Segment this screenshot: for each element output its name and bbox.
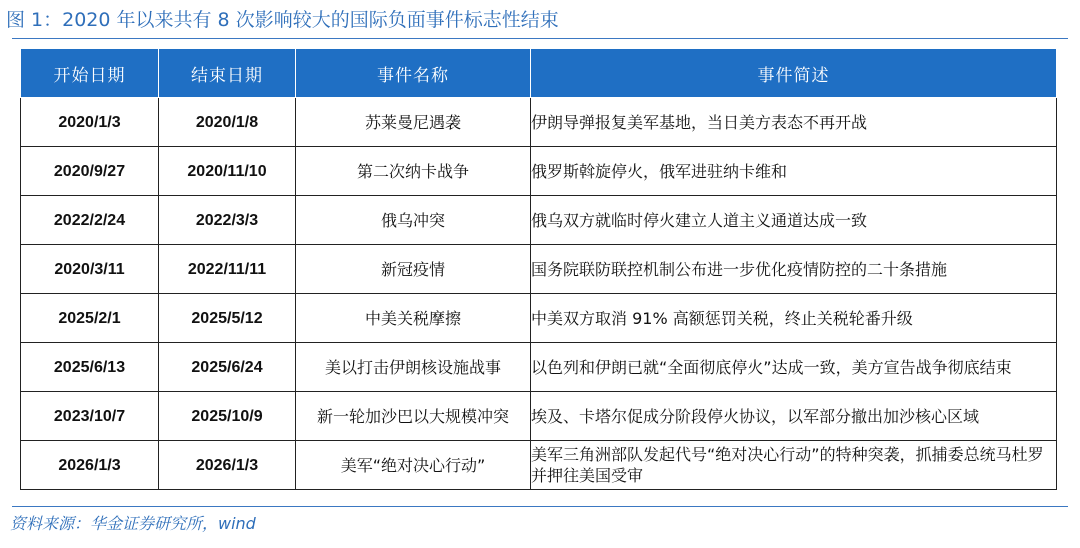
event-name: 第二次纳卡战争 bbox=[296, 147, 531, 196]
start-date: 2020/1/3 bbox=[21, 98, 159, 147]
table-row bbox=[21, 343, 1057, 392]
start-date: 2022/2/24 bbox=[21, 196, 159, 245]
start-date: 2023/10/7 bbox=[21, 392, 159, 441]
header-end-date: 结束日期 bbox=[159, 49, 296, 98]
end-date: 2025/10/9 bbox=[159, 392, 296, 441]
event-name: 新冠疫情 bbox=[296, 245, 531, 294]
table-row bbox=[21, 392, 1057, 441]
event-name: 中美关税摩擦 bbox=[296, 294, 531, 343]
source-divider bbox=[12, 506, 1068, 507]
end-date: 2026/1/3 bbox=[159, 441, 296, 490]
end-date: 2022/11/11 bbox=[159, 245, 296, 294]
event-name: 俄乌冲突 bbox=[296, 196, 531, 245]
end-date: 2025/6/24 bbox=[159, 343, 296, 392]
table-row bbox=[21, 245, 1057, 294]
event-name: 美军“绝对决心行动” bbox=[296, 441, 531, 490]
end-date: 2020/11/10 bbox=[159, 147, 296, 196]
table-row bbox=[21, 294, 1057, 343]
table-row bbox=[21, 196, 1057, 245]
table-header-row bbox=[21, 49, 1057, 98]
start-date: 2020/9/27 bbox=[21, 147, 159, 196]
header-event-summary: 事件简述 bbox=[531, 49, 1057, 98]
table-row bbox=[21, 98, 1057, 147]
event-summary: 埃及、卡塔尔促成分阶段停火协议，以军部分撤出加沙核心区域 bbox=[531, 392, 1057, 441]
event-name: 美以打击伊朗核设施战事 bbox=[296, 343, 531, 392]
event-summary: 以色列和伊朗已就“全面彻底停火”达成一致，美方宣告战争彻底结束 bbox=[531, 343, 1057, 392]
header-event-name: 事件名称 bbox=[296, 49, 531, 98]
figure-title: 图 1：2020 年以来共有 8 次影响较大的国际负面事件标志性结束 bbox=[6, 9, 559, 31]
event-name: 新一轮加沙巴以大规模冲突 bbox=[296, 392, 531, 441]
source-note: 资料来源：华金证券研究所，wind bbox=[10, 514, 256, 533]
event-summary: 俄乌双方就临时停火建立人道主义通道达成一致 bbox=[531, 196, 1057, 245]
end-date: 2025/5/12 bbox=[159, 294, 296, 343]
end-date: 2020/1/8 bbox=[159, 98, 296, 147]
table-row bbox=[21, 441, 1057, 490]
header-start-date: 开始日期 bbox=[21, 49, 159, 98]
start-date: 2020/3/11 bbox=[21, 245, 159, 294]
title-divider bbox=[12, 38, 1068, 39]
start-date: 2025/6/13 bbox=[21, 343, 159, 392]
event-summary: 俄罗斯斡旋停火，俄军进驻纳卡维和 bbox=[531, 147, 1057, 196]
event-summary: 美军三角洲部队发起代号“绝对决心行动”的特种突袭，抓捕委总统马杜罗并押往美国受审 bbox=[531, 441, 1057, 490]
event-summary: 伊朗导弹报复美军基地，当日美方表态不再开战 bbox=[531, 98, 1057, 147]
event-summary: 中美双方取消 91% 高额惩罚关税，终止关税轮番升级 bbox=[531, 294, 1057, 343]
events-table bbox=[20, 48, 1057, 490]
start-date: 2025/2/1 bbox=[21, 294, 159, 343]
start-date: 2026/1/3 bbox=[21, 441, 159, 490]
event-summary: 国务院联防联控机制公布进一步优化疫情防控的二十条措施 bbox=[531, 245, 1057, 294]
table-row bbox=[21, 147, 1057, 196]
event-name: 苏莱曼尼遇袭 bbox=[296, 98, 531, 147]
end-date: 2022/3/3 bbox=[159, 196, 296, 245]
